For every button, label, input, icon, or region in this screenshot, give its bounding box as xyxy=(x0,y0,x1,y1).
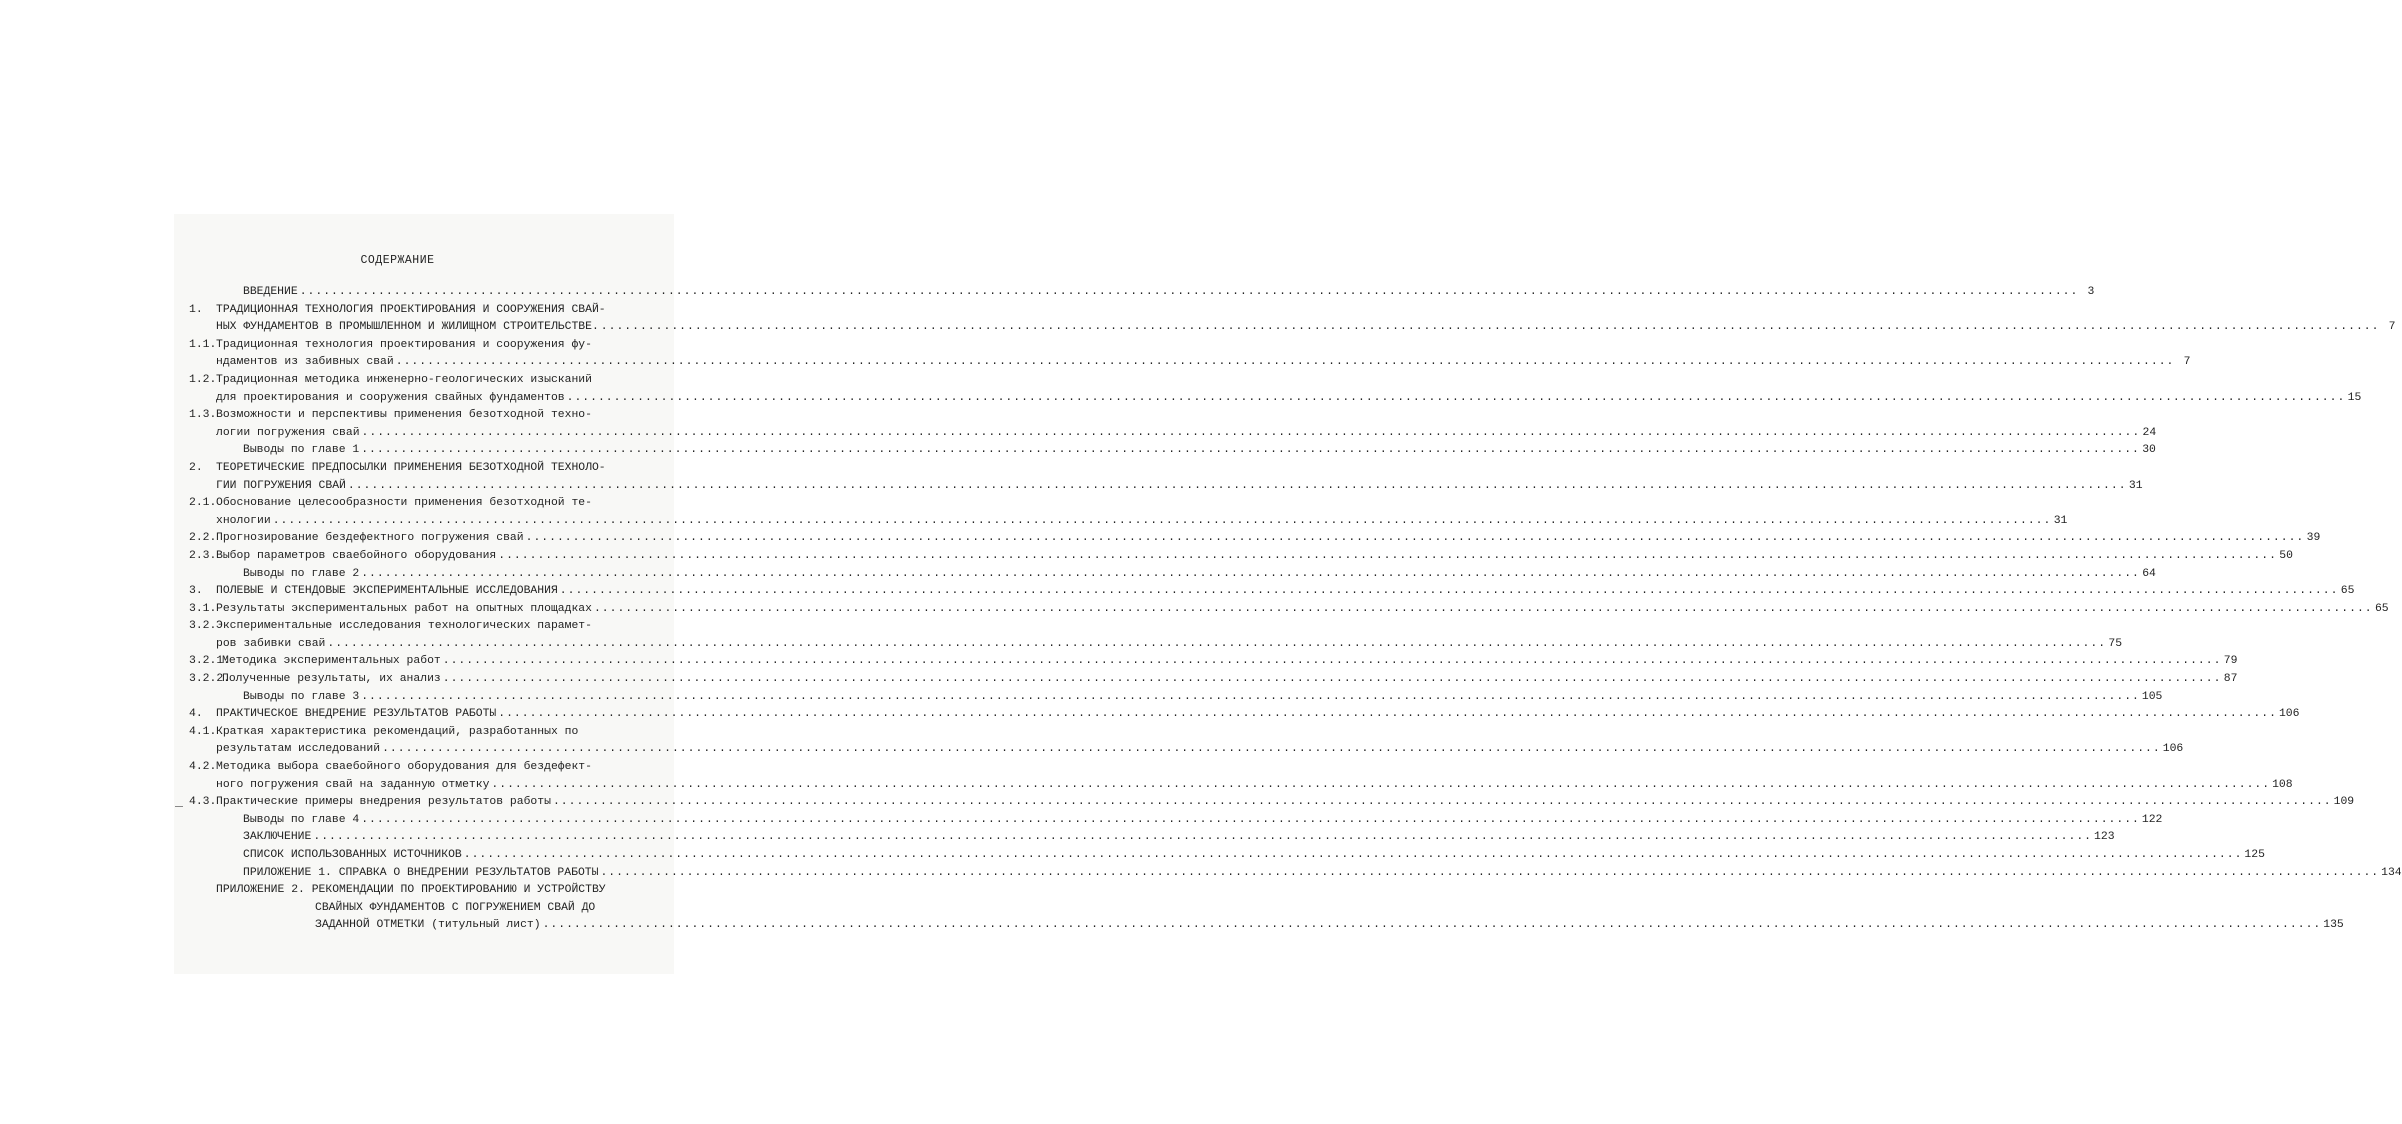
toc-page-number: 7 xyxy=(2183,356,2191,369)
toc-page-number: 31 xyxy=(2053,514,2068,527)
toc-entry xyxy=(189,460,2143,495)
toc-entry-number: 1. xyxy=(189,303,203,316)
leader-dots xyxy=(273,513,2052,531)
leader-dots xyxy=(498,548,2277,566)
toc-page-number: 108 xyxy=(2272,778,2293,791)
toc-entry-title: ПРИЛОЖЕНИЕ 2. РЕКОМЕНДАЦИИ ПО ПРОЕКТИРОВАНИЮ И УСТРОЙСТВУ xyxy=(216,884,606,897)
toc-entry-title: Выводы по главе 3 xyxy=(243,690,360,703)
toc-entry-title: Прогнозирование бездефектного погружения свай xyxy=(216,532,524,545)
toc-entry-title: Результаты экспериментальных работ на опытных площадках xyxy=(216,602,592,615)
toc-entry-number: 2.1. xyxy=(189,497,217,510)
toc-page-number: 106 xyxy=(2162,743,2184,756)
toc-page-number: 15 xyxy=(2347,391,2362,404)
toc-page-number: 123 xyxy=(2094,831,2115,844)
toc-page-number: 65 xyxy=(2340,585,2355,598)
toc-entry-title: ТРАДИЦИОННАЯ ТЕХНОЛОГИЯ ПРОЕКТИРОВАНИЯ И СООРУЖЕНИЯ СВАЙ- xyxy=(216,303,606,316)
leader-dots xyxy=(560,583,2339,601)
toc-entry xyxy=(189,794,2355,812)
leader-dots xyxy=(362,425,2141,443)
leader-dots xyxy=(313,829,2092,847)
toc-page-number: 109 xyxy=(2333,796,2355,809)
toc-entry-title: Выводы по главе 4 xyxy=(243,813,360,826)
toc-entry xyxy=(189,302,2396,337)
toc-entry-title: Методика выбора сваебойного оборудования для бездефект- xyxy=(216,761,592,774)
toc-page-number: 50 xyxy=(2279,549,2293,562)
toc-entry xyxy=(189,724,2184,759)
toc-entry xyxy=(189,407,2157,442)
toc-entry-title: ЗАКЛЮЧЕНИЕ xyxy=(243,831,312,844)
toc-entry-number: 2. xyxy=(189,461,203,474)
leader-dots xyxy=(348,478,2127,496)
toc-page-number: 24 xyxy=(2142,426,2157,439)
toc-entry xyxy=(189,653,2238,671)
toc-page-number: 122 xyxy=(2141,813,2163,826)
toc-entry-title: ВВЕДЕНИЕ xyxy=(243,286,298,298)
toc-entry xyxy=(189,671,2238,689)
toc-entry xyxy=(189,372,2362,407)
toc-page-number: 3 xyxy=(2087,286,2095,298)
toc-entry-number: 4.1. xyxy=(189,725,217,738)
leader-dots xyxy=(553,794,2332,812)
toc-entry-number: 1.2. xyxy=(189,373,217,386)
leader-dots xyxy=(300,284,2079,302)
toc-entry-title: Выводы по главе 2 xyxy=(243,567,360,580)
toc-entry-title: Выводы по главе 1 xyxy=(243,444,360,457)
toc-entry-number: 1.3. xyxy=(189,409,217,422)
toc-entry xyxy=(189,284,2095,302)
toc-entry-title: ТЕОРЕТИЧЕСКИЕ ПРЕДПОСЫЛКИ ПРИМЕНЕНИЯ БЕЗОТХОДНОЙ ТЕХНОЛО- xyxy=(216,461,606,474)
toc-entry xyxy=(189,530,2321,548)
toc-entry xyxy=(189,882,2344,935)
leader-dots xyxy=(601,319,2380,337)
toc-entry-number: 3. xyxy=(189,585,203,598)
toc-entry xyxy=(189,759,2293,794)
leader-dots xyxy=(396,354,2175,372)
toc-entry-number: 3.2. xyxy=(189,620,217,633)
toc-entry xyxy=(189,865,2402,883)
toc-entry-title: Возможности и перспективы применения безотходной техно- xyxy=(216,409,592,422)
toc-entry-title: для проектирования и сооружения свайных фундаментов xyxy=(216,391,565,404)
toc-page-number: 135 xyxy=(2323,919,2344,932)
toc-entry-number: 4. xyxy=(189,708,203,721)
leader-dots xyxy=(567,390,2346,408)
toc-entry-number: 4.2. xyxy=(189,761,217,774)
toc-entry xyxy=(189,495,2068,530)
toc-entry-title: Выбор параметров сваебойного оборудования xyxy=(216,549,497,562)
leader-dots xyxy=(443,671,2222,689)
leader-dots xyxy=(382,741,2161,759)
leader-dots xyxy=(361,442,2140,460)
leader-dots xyxy=(361,689,2140,707)
toc-entry-number: 2.2. xyxy=(189,532,217,545)
toc-page-number: 64 xyxy=(2142,567,2156,580)
leader-dots xyxy=(594,601,2373,619)
toc-entry xyxy=(189,601,2389,619)
toc-entry-title: Традиционная методика инженерно-геологических изысканий xyxy=(216,373,592,386)
toc-entry xyxy=(189,337,2191,372)
toc-entry-title: СПИСОК ИСПОЛЬЗОВАННЫХ ИСТОЧНИКОВ xyxy=(243,849,462,861)
margin-mark xyxy=(175,806,183,807)
toc-entry-title: ГИИ ПОГРУЖЕНИЯ СВАЙ xyxy=(216,479,346,492)
toc-entry-title: ПРИЛОЖЕНИЕ 1. СПРАВКА О ВНЕДРЕНИИ РЕЗУЛЬТАТОВ РАБОТЫ xyxy=(243,866,599,879)
leader-dots xyxy=(498,706,2277,724)
toc-entry-title: ПОЛЕВЫЕ И СТЕНДОВЫЕ ЭКСПЕРИМЕНТАЛЬНЫЕ ИССЛЕДОВАНИЯ xyxy=(216,585,558,598)
toc-entry-title: Традиционная технология проектирования и сооружения фу- xyxy=(216,338,592,351)
toc-entry-title: ПРАКТИЧЕСКОЕ ВНЕДРЕНИЕ РЕЗУЛЬТАТОВ РАБОТЫ xyxy=(216,708,497,721)
toc-entry-title: Экспериментальные исследования технологических парамет- xyxy=(216,620,592,633)
toc-page-number: 75 xyxy=(2108,637,2123,650)
toc-page-number: 134 xyxy=(2381,866,2402,879)
page-title: СОДЕРЖАНИЕ xyxy=(360,254,435,267)
leader-dots xyxy=(600,865,2379,883)
toc-entry-number: 4.3. xyxy=(189,796,217,809)
toc-entry-title: Краткая характеристика рекомендаций, разработанных по xyxy=(216,725,579,738)
toc-entry-number: 2.3. xyxy=(189,549,217,562)
leader-dots xyxy=(491,777,2270,795)
toc-entry xyxy=(189,566,2156,584)
leader-dots xyxy=(543,917,2322,935)
toc-page-number: 125 xyxy=(2244,849,2265,861)
toc-page-number: 79 xyxy=(2223,655,2238,668)
toc-entry-title: результатам исследований xyxy=(216,743,381,756)
leader-dots xyxy=(361,566,2140,584)
toc-entry xyxy=(189,829,2115,847)
toc-entry-title: ров забивки свай xyxy=(216,637,326,650)
toc-entry xyxy=(189,618,2123,653)
toc-entry-title: логии погружения свай xyxy=(216,426,360,439)
toc-page-number: 39 xyxy=(2306,532,2321,545)
toc-entry xyxy=(189,689,2163,707)
leader-dots xyxy=(526,530,2305,548)
toc-page-number: 65 xyxy=(2374,602,2389,615)
table-of-contents xyxy=(189,284,2402,935)
leader-dots xyxy=(327,636,2106,654)
toc-page-number: 31 xyxy=(2128,479,2143,492)
toc-entry-title: Практические примеры внедрения результатов работы xyxy=(216,796,551,809)
leader-dots xyxy=(361,812,2140,830)
toc-entry-number: 1.1. xyxy=(189,338,217,351)
toc-page-number: 106 xyxy=(2278,708,2300,721)
toc-entry-title: ЗАДАННОЙ ОТМЕТКИ (титульный лист) xyxy=(315,919,541,932)
toc-entry xyxy=(189,812,2163,830)
toc-entry-number: 3.2.2. xyxy=(189,673,231,686)
toc-entry-title: хнологии xyxy=(216,514,271,527)
toc-entry xyxy=(189,583,2355,601)
toc-page-number: 30 xyxy=(2142,444,2156,457)
toc-entry-title: СВАЙНЫХ ФУНДАМЕНТОВ С ПОГРУЖЕНИЕМ СВАЙ ДО xyxy=(315,901,596,914)
toc-entry-title: ндаментов из забивных свай xyxy=(216,356,394,369)
leader-dots xyxy=(464,847,2243,865)
toc-entry-title: НЫХ ФУНДАМЕНТОВ В ПРОМЫШЛЕННОМ И ЖИЛИЩНОМ СТРОИТЕЛЬСТВЕ. xyxy=(216,321,599,334)
toc-entry-number: 3.1. xyxy=(189,602,217,615)
toc-entry xyxy=(189,548,2293,566)
toc-page-number: 87 xyxy=(2223,673,2238,686)
toc-entry xyxy=(189,847,2265,865)
toc-entry-title: Полученные результаты, их анализ xyxy=(222,673,441,686)
toc-page-number: 105 xyxy=(2141,690,2163,703)
toc-entry-title: Обоснование целесообразности применения безотходной те- xyxy=(216,497,592,510)
toc-entry xyxy=(189,706,2300,724)
toc-entry xyxy=(189,442,2156,460)
toc-entry-title: ного погружения свай на заданную отметку xyxy=(216,778,490,791)
toc-entry-number: 3.2.1. xyxy=(189,655,231,668)
toc-page-number: 7 xyxy=(2388,321,2396,334)
leader-dots xyxy=(443,653,2222,671)
toc-entry-title: Методика экспериментальных работ xyxy=(222,655,441,668)
